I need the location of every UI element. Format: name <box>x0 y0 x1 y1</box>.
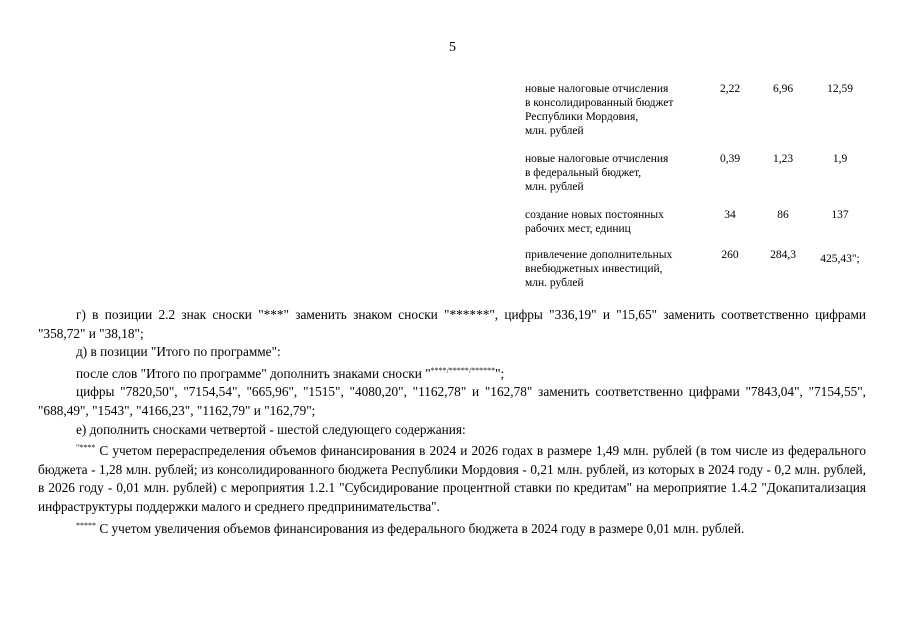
indicator-row <box>525 152 885 208</box>
indicator-value-2: 86 <box>777 209 789 221</box>
footnote-5-text: С учетом увеличения объемов финансирования из федерального бюджета в 2024 году в размере 0,01 млн. рублей. <box>96 520 745 536</box>
footnote-marks: ****/*****/****** <box>430 365 496 375</box>
page-number: 5 <box>449 40 456 55</box>
indicators-table <box>525 82 885 292</box>
indicator-value-1: 2,22 <box>719 83 741 95</box>
indicator-value-3: 12,59 <box>827 83 853 95</box>
indicator-row <box>525 248 885 292</box>
indicator-value-3: 425,43"; <box>820 253 860 265</box>
paragraph-d-digits: цифры "7820,50", "7154,54", "665,96", "1515", "4080,20", "1162,78" и "162,78" заменить соответственно цифрами "7843,04", "7154,55", "688,49", "1543", "4166,23", "1162,79" и "162,79"; <box>38 384 866 418</box>
indicator-value-1: 0,39 <box>719 153 741 165</box>
paragraph-g: г) в позиции 2.2 знак сноски "***" заменить знаком сноски "******", цифры "336,19" и "15,65" заменить соответственно цифрами "358,72" и "38,18"; <box>38 307 866 341</box>
indicator-label: привлечение дополнительных внебюджетных инвестиций, млн. рублей <box>525 249 673 289</box>
footnote-4 <box>38 439 866 516</box>
footnote-5 <box>38 517 866 539</box>
footnote-4-text: С учетом перераспределения объемов финансирования в 2024 и 2026 годах в размере 1,49 млн. рублей (в том числе из федерального бюджета - 1,28 млн. рублей; из консолидированного бюджета Республики Мордовия - 0,21 млн. рублей, из которых в 2024 году - 0,2 млн. рублей, в 2026 году - 0,01 млн. рублей) с мероприятия 1.2.1 "Субсидирование процентной ставки по кредитам" на мероприятие 1.4.2 "Докапитализация инфраструктуры поддержки малого и среднего предпринимательства". <box>38 443 866 514</box>
indicator-value-1: 260 <box>721 249 739 261</box>
paragraph-d-after-end: "; <box>495 365 505 381</box>
indicator-label: создание новых постоянных рабочих мест, единиц <box>525 209 664 235</box>
footnote-5-mark: ***** <box>76 520 96 530</box>
indicator-row <box>525 82 885 152</box>
indicator-value-2: 284,3 <box>770 249 796 261</box>
paragraph-e: е) дополнить сносками четвертой - шестой следующего содержания: <box>76 421 466 437</box>
indicator-row <box>525 208 885 248</box>
paragraph-d-after <box>38 362 866 384</box>
indicator-value-2: 6,96 <box>772 83 794 95</box>
indicator-label: новые налоговые отчисления в консолидированный бюджет Республики Мордовия, млн. рублей <box>525 83 674 137</box>
paragraph-d-after-text: после слов "Итого по программе" дополнить знаками сноски " <box>76 365 431 381</box>
amendment-text <box>38 306 866 538</box>
indicator-value-3: 137 <box>831 209 849 221</box>
indicator-value-1: 34 <box>724 209 736 221</box>
indicator-label: новые налоговые отчисления в федеральный бюджет, млн. рублей <box>525 153 669 193</box>
indicator-value-3: 1,9 <box>832 153 848 165</box>
paragraph-d: д) в позиции "Итого по программе": <box>76 344 281 360</box>
footnote-4-mark: "**** <box>76 443 96 453</box>
indicator-value-2: 1,23 <box>772 153 794 165</box>
